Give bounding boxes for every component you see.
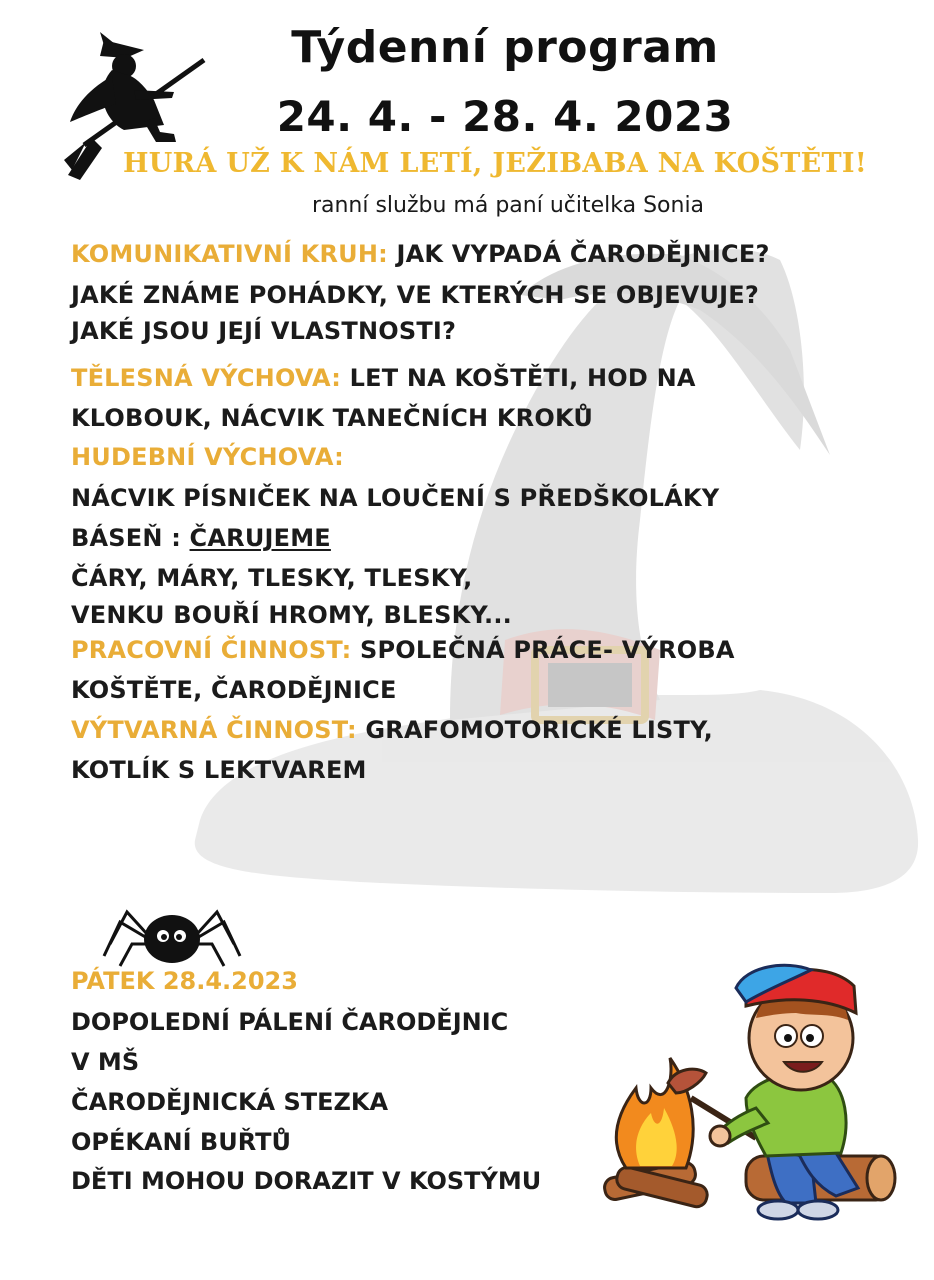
vytvarna-line-1 bbox=[71, 710, 713, 750]
pracovni-line-1 bbox=[71, 630, 735, 670]
poem-line-1: ČÁRY, MÁRY, TLESKY, TLESKY, bbox=[71, 564, 473, 592]
pracovni-text-2: KOŠTĚTE, ČARODĚJNICE bbox=[71, 676, 397, 704]
friday-line: OPÉKANÍ BUŘTŮ bbox=[71, 1128, 291, 1156]
poem-line-2: VENKU BOUŘÍ HROMY, BLESKY... bbox=[71, 601, 512, 629]
spider-icon bbox=[102, 904, 242, 974]
pracovni-label: PRACOVNÍ ČINNOST: bbox=[71, 636, 352, 664]
pracovni-text-1: SPOLEČNÁ PRÁCE- VÝROBA bbox=[351, 636, 735, 664]
friday-heading: PÁTEK 28.4.2023 bbox=[71, 967, 298, 995]
poem-line bbox=[71, 518, 331, 558]
slogan: HURÁ UŽ K NÁM LETÍ, JEŽIBABA NA KOŠTĚTI! bbox=[122, 148, 868, 179]
komunikativni-text-1: JAK VYPADÁ ČARODĚJNICE? bbox=[387, 240, 770, 268]
komunikativni-text-2: JAKÉ ZNÁME POHÁDKY, VE KTERÝCH SE OBJEVUJE? bbox=[71, 281, 759, 309]
page-title: Týdenní program bbox=[291, 22, 719, 73]
vytvarna-text-1: GRAFOMOTORICKÉ LISTY, bbox=[356, 716, 713, 744]
hudebni-label: HUDEBNÍ VÝCHOVA: bbox=[71, 443, 344, 471]
poem-title: ČARUJEME bbox=[189, 524, 331, 552]
telesna-label: TĚLESNÁ VÝCHOVA: bbox=[71, 364, 342, 392]
morning-service-note: ranní službu má paní učitelka Sonia bbox=[311, 193, 705, 218]
friday-line: ČARODĚJNICKÁ STEZKA bbox=[71, 1088, 389, 1116]
poem-label: BÁSEŇ : bbox=[71, 524, 190, 552]
komunikativni-label: KOMUNIKATIVNÍ KRUH: bbox=[71, 240, 388, 268]
vytvarna-label: VÝTVARNÁ ČINNOST: bbox=[71, 716, 357, 744]
campfire-boy-illustration bbox=[596, 958, 916, 1228]
date-range: 24. 4. - 28. 4. 2023 bbox=[276, 92, 734, 141]
friday-line: DĚTI MOHOU DORAZIT V KOSTÝMU bbox=[71, 1167, 542, 1195]
telesna-text-1: LET NA KOŠTĚTI, HOD NA bbox=[341, 364, 696, 392]
komunikativni-line-1 bbox=[71, 234, 770, 274]
friday-line: V MŠ bbox=[71, 1048, 140, 1076]
telesna-line-1 bbox=[71, 358, 696, 398]
hudebni-text-1: NÁCVIK PÍSNIČEK NA LOUČENÍ S PŘEDŠKOLÁKY bbox=[71, 484, 720, 512]
telesna-text-2: KLOBOUK, NÁCVIK TANEČNÍCH KROKŮ bbox=[71, 404, 594, 432]
komunikativni-text-3: JAKÉ JSOU JEJÍ VLASTNOSTI? bbox=[71, 317, 457, 345]
vytvarna-text-2: KOTLÍK S LEKTVAREM bbox=[71, 756, 367, 784]
friday-line: DOPOLEDNÍ PÁLENÍ ČARODĚJNIC bbox=[71, 1008, 509, 1036]
